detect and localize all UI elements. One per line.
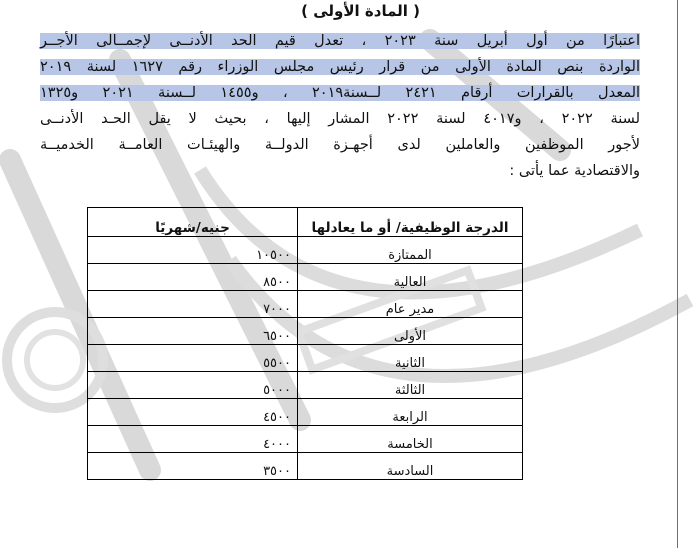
highlighted-text: الواردة بنص المادة الأولى من قرار رئيس مجلس الوزراء رقم ١٦٢٧ لسنة ٢٠١٩ <box>40 59 640 75</box>
grade-cell: الثانية <box>298 345 523 372</box>
amount-value: ٤٥٠٠ <box>263 410 291 425</box>
highlighted-text: المعدل بالقرارات أرقام ٢٤٢١ لــسنة٢٠١٩ ، و١٤٥٥ لــسنة ٢٠٢١ و١٣٢٥ <box>40 85 641 101</box>
amount-value: ٨٥٠٠ <box>263 275 291 290</box>
grade-cell: الأولى <box>298 318 523 345</box>
amount-value: ١٠٥٠٠ <box>256 248 291 263</box>
grade-cell: العالية <box>298 264 523 291</box>
paragraph-line-5: لأجور الموظفين والعاملين لدى أجهـزة الدولــة والهيئـات العامــة الخدميــة <box>40 137 640 153</box>
paragraph-line-2 <box>40 54 640 80</box>
amount-cell <box>88 318 298 345</box>
table-row <box>88 264 523 291</box>
table-row <box>88 345 523 372</box>
grade-cell: الممتازة <box>298 237 523 264</box>
header-amount: جنيه/شهريًا <box>88 208 298 237</box>
amount-value: ٥٥٠٠ <box>263 356 291 371</box>
amount-cell <box>88 237 298 264</box>
amount-value: ٦٥٠٠ <box>263 329 291 344</box>
amount-cell <box>88 264 298 291</box>
highlighted-text: اعتبارًا من أول أبريل سنة ٢٠٢٣ ، تعدل قيم الحد الأدنــى لإجمــالى الأجــر <box>40 33 640 49</box>
amount-value: ٥٠٠٠ <box>263 383 291 398</box>
table-header-row <box>88 208 523 237</box>
grade-cell: السادسة <box>298 453 523 480</box>
amount-cell <box>88 345 298 372</box>
table-row <box>88 318 523 345</box>
minimum-wage-table <box>87 207 523 480</box>
paragraph-line-3 <box>40 80 640 106</box>
paragraph-line-1 <box>40 28 640 54</box>
amount-cell <box>88 291 298 318</box>
table-row <box>88 426 523 453</box>
header-grade: الدرجة الوظيفية/ أو ما يعادلها <box>298 208 523 237</box>
grade-cell: الثالثة <box>298 372 523 399</box>
amount-cell <box>88 426 298 453</box>
table-row <box>88 399 523 426</box>
table-row <box>88 237 523 264</box>
wage-table-container <box>87 207 523 480</box>
article-title: ( المادة الأولى ) <box>301 2 420 20</box>
paragraph-line-6: والاقتصادية عما يأتى : <box>509 163 640 179</box>
amount-value: ٣٥٠٠ <box>263 464 291 479</box>
grade-cell: الخامسة <box>298 426 523 453</box>
paragraph-line-4: لسنة ٢٠٢٢ ، و٤٠١٧ لسنة ٢٠٢٢ المشار إليها ، بحيث لا يقل الحـد الأدنــى <box>40 111 640 127</box>
table-row <box>88 372 523 399</box>
amount-cell <box>88 453 298 480</box>
table-row <box>88 453 523 480</box>
grade-cell: الرابعة <box>298 399 523 426</box>
article-paragraph <box>40 28 640 184</box>
amount-cell <box>88 399 298 426</box>
amount-cell <box>88 372 298 399</box>
grade-cell: مدير عام <box>298 291 523 318</box>
table-row <box>88 291 523 318</box>
amount-value: ٧٠٠٠ <box>263 302 291 317</box>
amount-value: ٤٠٠٠ <box>263 437 291 452</box>
page-edge-rule <box>677 0 678 548</box>
